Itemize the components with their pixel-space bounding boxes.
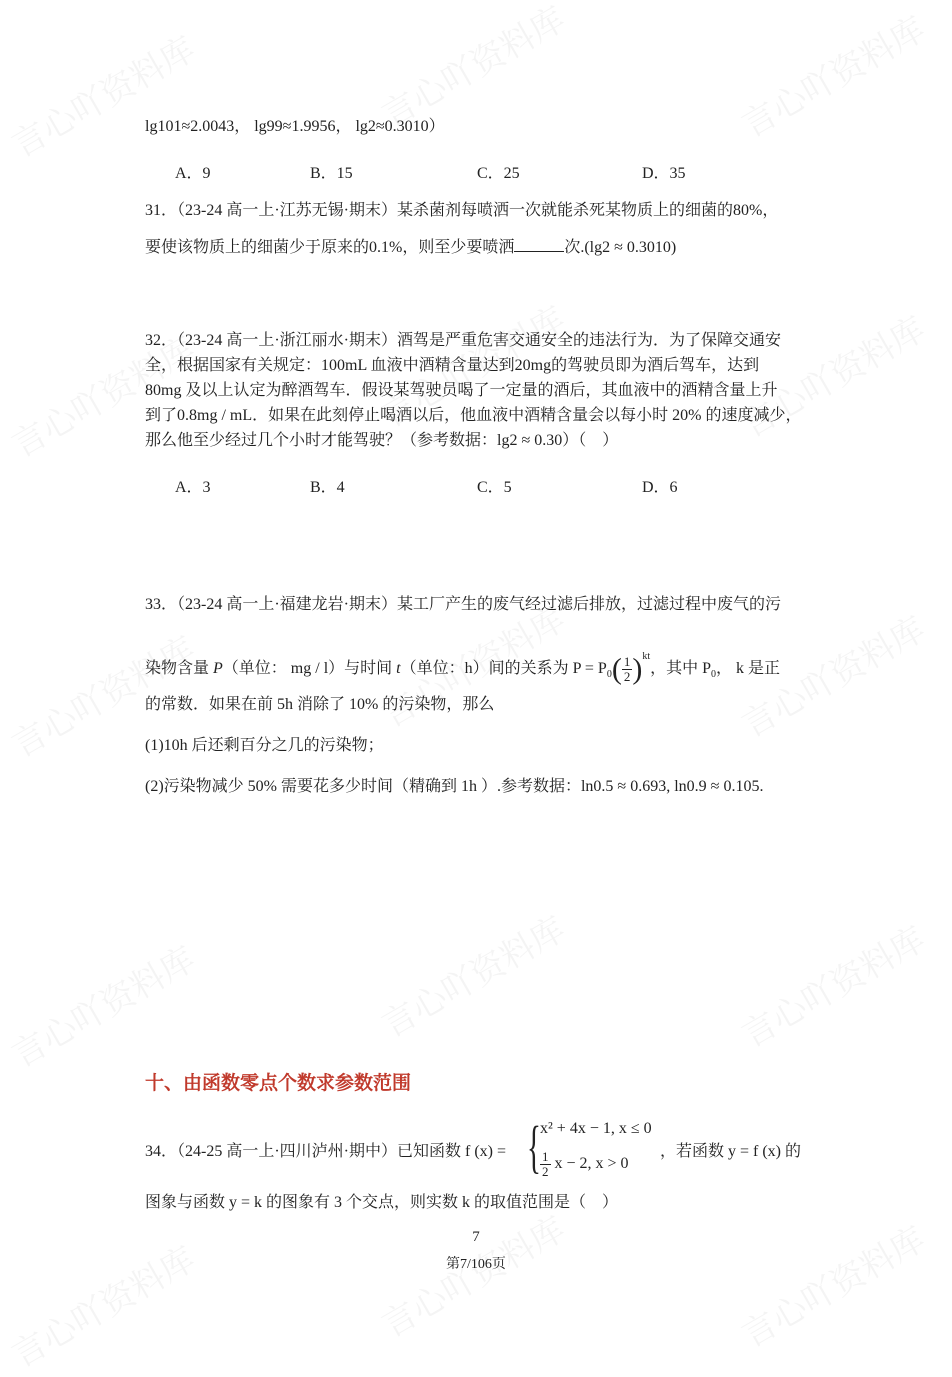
question-text: 34．（24-25 高一上·四川泸州·期中）已知函数 f (x) = bbox=[145, 1143, 506, 1160]
option-a: A．3 bbox=[175, 479, 211, 496]
sub-question-1: (1)10h 后还剩百分之几的污染物； bbox=[145, 737, 384, 754]
brace: { bbox=[527, 1114, 541, 1179]
watermark bbox=[1, 932, 202, 1076]
option-d: D．6 bbox=[642, 479, 678, 496]
text: ， k 是正 bbox=[716, 660, 781, 677]
option-c: C．25 bbox=[477, 165, 520, 182]
watermark bbox=[731, 2, 932, 146]
piece-1: x² + 4x − 1, x ≤ 0 bbox=[540, 1120, 652, 1137]
question-text: 全，根据国家有关规定：100mL 血液中酒精含量达到20mg的驾驶员即为酒后驾车，达到 bbox=[145, 357, 760, 374]
question-text: 那么他至少经过几个小时才能驾驶？（参考数据：lg2 ≈ 0.30）（ ） bbox=[145, 432, 619, 449]
option-b: B．4 bbox=[310, 479, 345, 496]
question-text: 32．（23-24 高一上·浙江丽水·期末）酒驾是严重危害交通安全的违法行为．为了保障交通安 bbox=[145, 332, 781, 349]
watermark bbox=[731, 912, 932, 1056]
subscript: 0 bbox=[711, 669, 717, 681]
option-a: A．9 bbox=[175, 165, 211, 182]
answer-blank bbox=[514, 237, 564, 252]
text: （单位： mg / l）与时间 bbox=[222, 660, 397, 677]
piece-2: $\frac{1}{2}$ x − 2, x > 0 bbox=[542, 1149, 629, 1179]
question-text: 染物含量 P（单位： mg / l）与时间 t（单位：h）间的关系为 $P = P_0$( $\frac{1}{2}$ )$^{kt}$，其中 $P_0$， k 是正 bbox=[145, 651, 781, 686]
option-d: D．35 bbox=[642, 165, 686, 182]
fraction: $\frac{1}{2}$ bbox=[623, 653, 631, 684]
var: t bbox=[396, 660, 401, 677]
question-text: ，若函数 y = f (x) 的 bbox=[660, 1143, 802, 1160]
sub-question-2: (2)污染物减少 50% 需要花多少时间（精确到 1h ）.参考数据：ln0.5 ≈ 0.693, ln0.9 ≈ 0.105. bbox=[145, 778, 764, 795]
exponent: kt bbox=[642, 651, 651, 662]
question-text: 图象与函数 y = k 的图象有 3 个交点，则实数 k 的取值范围是（ ） bbox=[145, 1194, 619, 1211]
question-text bbox=[145, 237, 676, 258]
text: 染物含量 bbox=[145, 660, 214, 677]
text: 次.(lg2 ≈ 0.3010) bbox=[564, 239, 677, 256]
section-heading: 十、由函数零点个数求参数范围 bbox=[145, 1072, 412, 1094]
option-b: B．15 bbox=[310, 165, 353, 182]
watermark bbox=[371, 902, 572, 1046]
text: 要使该物质上的细菌少于原来的0.1%，则至少要喷洒 bbox=[145, 239, 515, 256]
var: P bbox=[213, 660, 223, 677]
watermark bbox=[1, 22, 202, 166]
question-text: 31．（23-24 高一上·江苏无锡·期末）某杀菌剂每喷洒一次就能杀死某物质上的细菌的80%， bbox=[145, 202, 779, 219]
formula: （单位：h）间的关系为 P = P bbox=[400, 660, 607, 677]
watermark bbox=[371, 1202, 572, 1346]
page-number: 7 bbox=[472, 1229, 480, 1245]
question-text: 的常数．如果在前 5h 消除了 10% 的污染物，那么 bbox=[145, 696, 495, 713]
page-of: 第7/106页 bbox=[446, 1257, 506, 1272]
reference-data: lg101≈2.0043， lg99≈1.9956， lg2≈0.3010） bbox=[145, 118, 445, 135]
text: ，其中 P bbox=[650, 660, 712, 677]
question-text: 80mg 及以上认定为醉酒驾车．假设某驾驶员喝了一定量的酒后，其血液中的酒精含量上升 bbox=[145, 382, 778, 399]
question-text: 33．（23-24 高一上·福建龙岩·期末）某工厂产生的废气经过滤后排放，过滤过程中废气的污 bbox=[145, 596, 781, 613]
option-c: C．5 bbox=[477, 479, 512, 496]
subscript: 0 bbox=[606, 669, 612, 681]
question-text: 到了0.8mg / mL．如果在此刻停止喝酒以后，他血液中酒精含量会以每小时 20% 的速度减少， bbox=[145, 407, 802, 424]
